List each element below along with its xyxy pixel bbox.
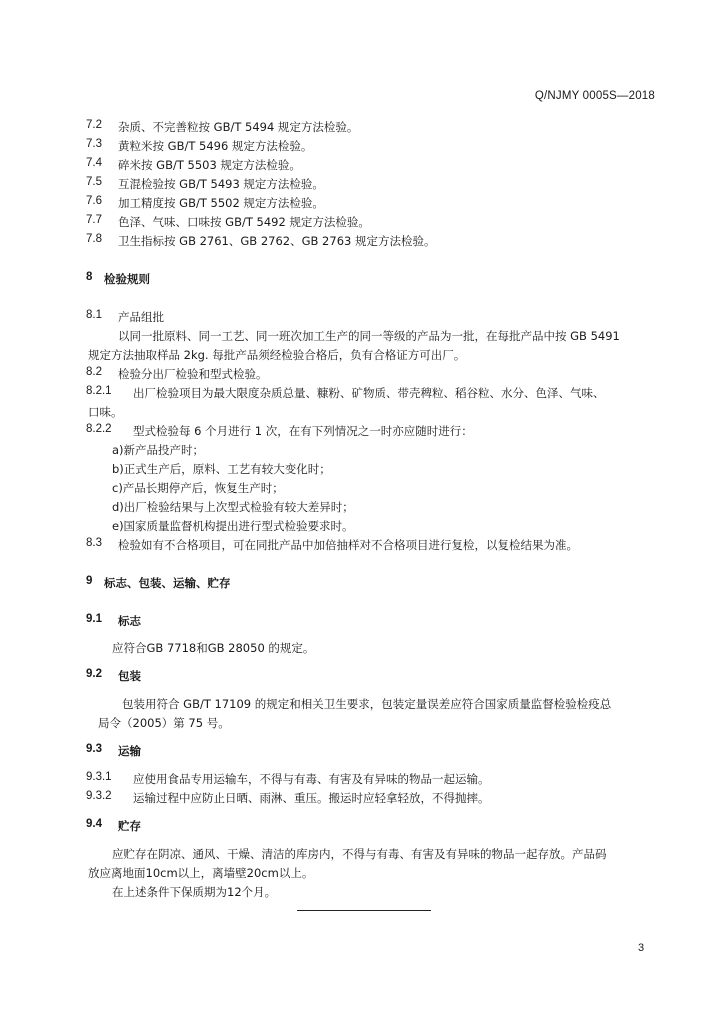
clause-number: 7.3	[86, 138, 102, 150]
list-item: c)产品长期停产后，恢复生产时；	[112, 481, 284, 495]
clause-text: 杂质、不完善粒按 GB/T 5494 规定方法检验。	[118, 120, 359, 134]
clause-text: 运输过程中应防止日晒、雨淋、重压。搬运时应轻拿轻放，不得抛摔。	[133, 791, 490, 805]
clause-text: 黄粒米按 GB/T 5496 规定方法检验。	[118, 139, 313, 153]
paragraph-line: 在上述条件下保质期为12个月。	[112, 885, 277, 899]
paragraph-line: 放应离地面10cm以上，离墙壁20cm以上。	[88, 866, 314, 880]
paragraph-line: 局令（2005）第 75 号。	[98, 716, 230, 730]
clause-title: 产品组批	[118, 310, 164, 324]
list-item: a)新产品投产时；	[112, 443, 205, 457]
page-number: 3	[638, 942, 645, 954]
clause-text: 色泽、气味、口味按 GB/T 5492 规定方法检验。	[118, 215, 370, 229]
paragraph-line: 口味。	[88, 405, 123, 419]
clause-number: 9.1	[86, 613, 102, 625]
clause-text: 碎米按 GB/T 5503 规定方法检验。	[118, 158, 301, 172]
clause-text: 检验如有不合格项目，可在同批产品中加倍抽样对不合格项目进行复检，以复检结果为准。	[118, 538, 578, 552]
section-number: 9	[86, 575, 93, 587]
paragraph-line: 规定方法抽取样品 2kg. 每批产品须经检验合格后，负有合格证方可出厂。	[88, 348, 466, 362]
clause-title: 包装	[118, 669, 141, 683]
clause-text: 互混检验按 GB/T 5493 规定方法检验。	[118, 177, 324, 191]
list-item: e)国家质量监督机构提出进行型式检验要求时。	[112, 519, 354, 533]
clause-text: 型式检验每 6 个月进行 1 次，在有下列情况之一时亦应随时进行：	[133, 424, 473, 438]
clause-text: 应使用食品专用运输车，不得与有毒、有害及有异味的物品一起运输。	[133, 772, 490, 786]
clause-number: 9.3	[86, 743, 102, 755]
clause-text: 卫生指标按 GB 2761、GB 2762、GB 2763 规定方法检验。	[118, 234, 436, 248]
clause-text: 加工精度按 GB/T 5502 规定方法检验。	[118, 196, 324, 210]
paragraph-line: 包装用符合 GB/T 17109 的规定和相关卫生要求，包装定量误差应符合国家质量监督检验检疫总	[122, 697, 612, 711]
section-title: 标志、包装、运输、贮存	[104, 576, 231, 590]
paragraph-line: 应贮存在阴凉、通风、干燥、清洁的库房内，不得与有毒、有害及有异味的物品一起存放。产品码	[112, 847, 607, 861]
clause-number: 7.4	[86, 157, 102, 169]
clause-number: 7.2	[86, 119, 102, 131]
clause-number: 8.1	[86, 309, 102, 321]
paragraph-line: 应符合GB 7718和GB 28050 的规定。	[112, 641, 315, 655]
document-code-header: Q/NJMY 0005S—2018	[534, 90, 655, 102]
clause-title: 贮存	[118, 819, 141, 833]
section-title: 检验规则	[104, 272, 150, 286]
end-divider	[297, 910, 431, 911]
list-item: b)正式生产后，原料、工艺有较大变化时；	[112, 462, 331, 476]
clause-number: 9.4	[86, 818, 102, 830]
list-item: d)出厂检验结果与上次型式检验有较大差异时；	[112, 500, 354, 514]
clause-title: 运输	[118, 744, 141, 758]
clause-number: 8.2	[86, 366, 102, 378]
clause-number: 8.3	[86, 537, 102, 549]
clause-number: 9.3.2	[86, 790, 112, 802]
clause-title: 标志	[118, 614, 141, 628]
clause-number: 9.2	[86, 668, 102, 680]
clause-text: 出厂检验项目为最大限度杂质总量、糠粉、矿物质、带壳稗粒、稻谷粒、水分、色泽、气味、	[133, 386, 605, 400]
clause-text: 检验分出厂检验和型式检验。	[118, 367, 268, 381]
paragraph-line: 以同一批原料、同一工艺、同一班次加工生产的同一等级的产品为一批，在每批产品中按 GB 5491	[118, 329, 620, 343]
clause-number: 7.5	[86, 176, 102, 188]
clause-number: 7.7	[86, 214, 102, 226]
clause-number: 8.2.2	[86, 423, 112, 435]
clause-number: 9.3.1	[86, 771, 112, 783]
clause-number: 7.6	[86, 195, 102, 207]
clause-number: 8.2.1	[86, 385, 112, 397]
clause-number: 7.8	[86, 233, 102, 245]
section-number: 8	[86, 271, 93, 283]
